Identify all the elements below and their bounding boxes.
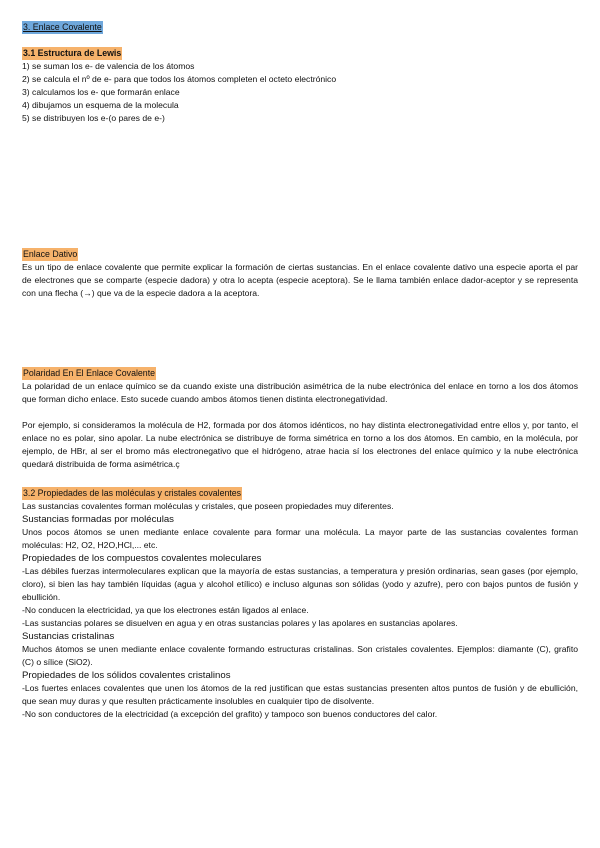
cristalinas-text: Muchos átomos se unen mediante enlace covalente formando estructuras cristalinas. Son cristales covalentes. Ejemplos: diamante (C), grafito (C) o sílice (SiO2).: [22, 644, 578, 667]
polaridad-heading: Polaridad En El Enlace Covalente: [23, 368, 156, 378]
dativo-text: Es un tipo de enlace covalente que permite explicar la formación de ciertas sustancias. En el enlace covalente dativo una especie aporta el par de electrones que se comparte (especie dadora) y otra lo acepta (especie aceptora). Se le llama también enlace dador-aceptor y se representa con una flecha (→) que va de la especie dadora a la aceptora.: [22, 262, 578, 298]
document-title: 3. Enlace Covalente: [23, 22, 102, 32]
lewis-step: 5) se distribuyen los e-(o pares de e-): [22, 113, 165, 123]
polaridad-paragraph-1: La polaridad de un enlace químico se da cuando existe una distribución asimétrica de la nube electrónica del enlace en torno a los dos átomos que forman dicho enlace. Esto sucede cuando ambos átomos tienen distinta electronegatividad.: [22, 381, 578, 404]
document-title-block: [22, 21, 578, 34]
propiedades-intro: Las sustancias covalentes forman moléculas y cristales, que poseen propiedades muy diferentes.: [22, 501, 394, 511]
dativo-heading: Enlace Dativo: [23, 249, 78, 259]
propiedades-heading: 3.2 Propiedades de las moléculas y cristales covalentes: [23, 488, 242, 498]
polaridad-section: [22, 367, 578, 471]
moleculas-text: Unos pocos átomos se unen mediante enlace covalente para formar una molécula. La mayor parte de las sustancias covalentes forman moléculas: H2, O2, H2O,HCl,... etc.: [22, 527, 578, 550]
list-item: -Las sustancias polares se disuelven en agua y en otras sustancias polares y las apolares en sustancias apolares.: [22, 618, 458, 628]
list-item: -No son conductores de la electricidad (a excepción del grafito) y tampoco son buenos conductores del calor.: [22, 709, 438, 719]
subheading-propiedades-cristalinos: Propiedades de los sólidos covalentes cristalinos: [22, 670, 231, 681]
propiedades-section: [22, 487, 578, 721]
list-item: -Los fuertes enlaces covalentes que unen los átomos de la red justifican que estas sustancias presenten altos puntos de fusión y de ebullición, que sean muy duras y que resulten prácticamente insolubles en cualquier tipo de disolvente.: [22, 683, 578, 706]
lewis-step: 4) dibujamos un esquema de la molecula: [22, 100, 179, 110]
polaridad-paragraph-2: Por ejemplo, si consideramos la molécula de H2, formada por dos átomos idénticos, no hay distinta electronegatividad entre ellos y, por tanto, el enlace no es polar, sino apolar. La nube electrónica se distribuye de forma simétrica en torno a los dos átomos. En cambio, en la molécula, por ejemplo, de HBr, al ser el bromo más electronegativo que el hidrógeno, atrae hacia sí los electrones del enlace químico y la nube electrónica quedará distribuida de forma asimétrica.ç: [22, 420, 578, 469]
lewis-heading: 3.1 Estructura de Lewis: [23, 48, 122, 58]
lewis-section: [22, 47, 578, 125]
dativo-section: [22, 248, 578, 300]
list-item: -Las débiles fuerzas intermoleculares explican que la mayoría de estas sustancias, a temperatura y presión ordinarias, sean gases (por ejemplo, cloro), si bien las hay también líquidas (agua y alcohol etílico) e incluso algunas son sólidas (yodo y azufre), pero con bajos puntos de fusión y ebullición.: [22, 566, 578, 602]
lewis-step: 1) se suman los e- de valencia de los átomos: [22, 61, 195, 71]
subheading-propiedades-moleculares: Propiedades de los compuestos covalentes moleculares: [22, 553, 262, 564]
list-item: -No conducen la electricidad, ya que los electrones están ligados al enlace.: [22, 605, 309, 615]
lewis-step: 2) se calcula el nº de e- para que todos los átomos completen el octeto electrónico: [22, 74, 337, 84]
subheading-cristalinas: Sustancias cristalinas: [22, 631, 115, 642]
lewis-step: 3) calculamos los e- que formarán enlace: [22, 87, 180, 97]
subheading-moleculas: Sustancias formadas por moléculas: [22, 514, 174, 525]
